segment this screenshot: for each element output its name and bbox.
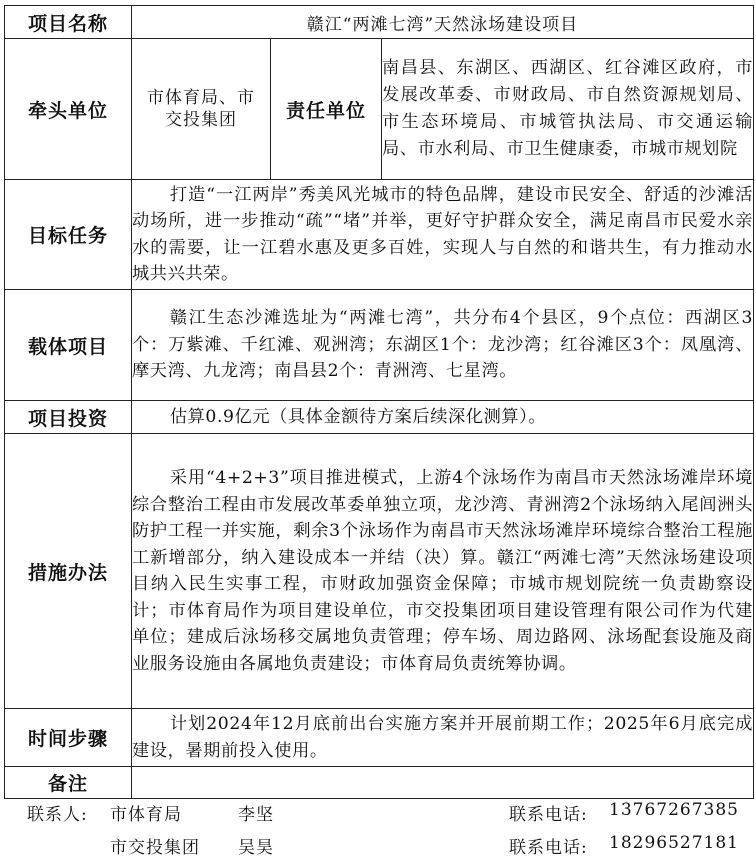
row-schedule [5, 709, 754, 767]
value-carrier: 赣江生态沙滩选址为“两滩七湾”，共分布4个县区，9个点位：西湖区3个：万紫滩、千红滩、观洲湾；东湖区1个：龙沙湾；红谷滩区3个：凤凰湾、摩天湾、九龙湾；南昌县2个：青洲湾、七星湾。 [132, 290, 754, 401]
label-goal: 目标任务 [5, 180, 132, 290]
row-remark [5, 767, 754, 799]
row-goal [5, 180, 754, 290]
label-measures: 措施办法 [5, 434, 132, 709]
contact-org: 市交投集团 [110, 838, 200, 858]
value-project-name: 赣江“两滩七湾”天然泳场建设项目 [132, 6, 754, 39]
row-carrier [5, 290, 754, 401]
label-schedule: 时间步骤 [5, 709, 132, 767]
label-carrier: 载体项目 [5, 290, 132, 401]
value-investment: 估算0.9亿元（具体金额待方案后续深化测算）。 [132, 401, 754, 434]
label-investment: 项目投资 [5, 401, 132, 434]
value-schedule: 计划2024年12月底前出台实施方案并开展前期工作；2025年6月底完成建设，暑期前投入使用。 [132, 709, 754, 767]
label-lead-unit: 牵头单位 [5, 39, 132, 180]
label-responsible-unit: 责任单位 [271, 39, 382, 180]
contacts-label: 联系人: [27, 805, 88, 825]
contact-phone-label: 联系电话: [509, 805, 588, 825]
contact-phone: 13767267385 [609, 800, 739, 820]
contact-phone: 18296527181 [609, 833, 739, 853]
contact-phone-label: 联系电话: [509, 838, 588, 858]
value-responsible-units: 南昌县、东湖区、西湖区、红谷滩区政府，市发展改革委、市财政局、市自然资源规划局、市生态环境局、市城管执法局、市交通运输局、市水利局、市卫生健康委，市城市规划院 [382, 39, 754, 180]
row-lead-unit [5, 39, 754, 180]
contact-person: 吴昊 [238, 838, 274, 858]
contact-person: 李坚 [238, 805, 274, 825]
row-project-name [5, 6, 754, 39]
label-remark: 备注 [5, 767, 132, 799]
label-project-name: 项目名称 [5, 6, 132, 39]
value-lead-units: 市体育局、市交投集团 [132, 39, 271, 180]
value-remark [132, 767, 754, 799]
row-investment [5, 401, 754, 434]
value-measures: 采用“4+2+3”项目推进模式，上游4个泳场作为南昌市天然泳场滩岸环境综合整治工程由市发展改革委单独立项，龙沙湾、青洲湾2个泳场纳入尾闾洲头防护工程一并实施，剩余3个泳场作为南昌市天然泳场滩岸环境综合整治工程施工新增部分，纳入建设成本一并结（决）算。赣江“两滩七湾”天然泳场建设项目纳入民生实事工程，市财政加强资金保障；市城市规划院统一负责勘察设计；市体育局作为项目建设单位，市交投集团项目建设管理有限公司作为代建单位；建成后泳场移交属地负责管理；停车场、周边路网、泳场配套设施及商业服务设施由各属地负责建设；市体育局负责统筹协调。 [132, 434, 754, 709]
value-goal: 打造“一江两岸”秀美风光城市的特色品牌，建设市民安全、舒适的沙滩活动场所，进一步推动“疏”“堵”并举，更好守护群众安全，满足南昌市民爱水亲水的需要，让一江碧水惠及更多百姓，实现人与自然的和谐共生，有力推动水城共兴共荣。 [132, 180, 754, 290]
row-measures [5, 434, 754, 709]
project-info-table [4, 5, 754, 799]
contact-org: 市体育局 [110, 805, 182, 825]
